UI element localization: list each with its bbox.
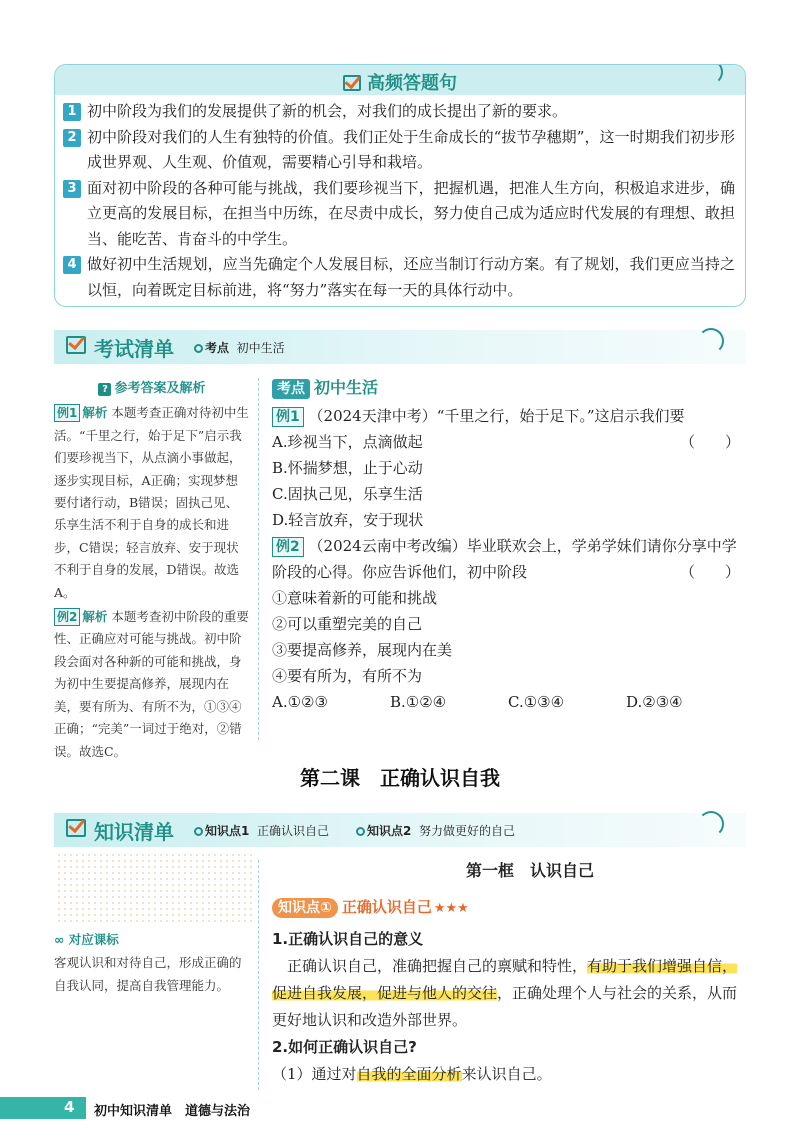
- option: D.②③④: [626, 693, 683, 711]
- page-footer: [0, 1097, 300, 1119]
- subsection-title: 第一框 认识自己: [465, 861, 594, 880]
- exam-point-tag: 考点 初中生活: [194, 339, 285, 356]
- answer-label: 例2: [54, 608, 80, 626]
- knowledge-point-tag-1: 知识点1 正确认识自己: [194, 822, 329, 839]
- exam-list-title: 考试清单: [94, 337, 174, 361]
- checkbox-icon: [66, 819, 86, 837]
- statement-item: ①意味着新的可能和挑战: [272, 589, 438, 607]
- link-icon: ∞: [54, 932, 65, 947]
- option: B.怀揣梦想，止于心动: [272, 459, 423, 477]
- swirl-icon: [698, 811, 724, 837]
- highlight: 有助于我们增强自信，促进自我发展，促进与他人的交往: [272, 957, 738, 1002]
- option: C.固执己见，乐享生活: [272, 485, 423, 503]
- statement-item: ②可以重塑完美的自己: [272, 615, 423, 633]
- key-sentence-item: [63, 125, 735, 176]
- content-heading-2: 2.如何正确认识自己?: [272, 1038, 417, 1056]
- answer-2: 例2 解析 本题考查初中阶段的重要性、正确应对可能与挑战。初中阶段会面对各种新的可能和挑战，身为初中生要提高修养，展现内在美，要有所为、有所不为，①③④正确；“完美”一词过于绝对，②错误。故选C。: [54, 609, 249, 759]
- question-2-options: [272, 689, 742, 715]
- knowledge-point-name: 正确认识自己: [341, 898, 432, 916]
- key-sentence-text: 面对初中阶段的各种可能与挑战，我们要珍视当下，把握机遇，把准人生方向，积极追求进步，确立更高的发展目标，在担当中历练，在尽责中成长，努力使自己成为适应时代发展的有理想、敢担当、能吃苦、肯奋斗的中学生。: [87, 178, 735, 248]
- option: A.珍视当下，点滴做起: [272, 433, 423, 451]
- key-sentence-text: 做好初中生活规划，应当先确定个人发展目标，还应当制订行动方案。有了规划，我们更应当持之以恒，向着既定目标前进，将“努力”落实在每一天的具体行动中。: [87, 255, 735, 299]
- knowledge-list-banner: [54, 813, 746, 847]
- question-label: 例1: [272, 407, 304, 427]
- exam-point-heading: [272, 375, 742, 401]
- number-badge: 1: [63, 103, 81, 121]
- option: D.轻言放弃，安于现状: [272, 511, 424, 529]
- content-paragraph-1: 正确认识自己，准确把握自己的禀赋和特性，有助于我们增强自信，促进自我发展，促进与他人的交往，正确处理个人与社会的关系，从而更好地认识和改造外部世界。: [272, 957, 738, 1029]
- dot-icon: [194, 827, 203, 836]
- checkbox-icon: [66, 336, 86, 354]
- decorative-dots: [56, 852, 256, 922]
- exam-questions: [272, 375, 742, 715]
- checkbox-icon: [343, 75, 361, 91]
- knowledge-point-heading: [272, 896, 469, 918]
- key-sentences-box: [54, 64, 746, 307]
- knowledge-point-tag-2: 知识点2 努力做更好的自己: [356, 822, 515, 839]
- lesson-title: 第二课 正确认识自我: [300, 766, 500, 790]
- knowledge-point-label: 知识点①: [272, 898, 338, 918]
- key-sentences-title: 高频答题句: [55, 69, 745, 95]
- option: C.①③④: [508, 693, 565, 711]
- curriculum-standard-title: ∞ 对应课标: [54, 932, 119, 947]
- number-badge: 2: [63, 129, 81, 147]
- column-divider: [258, 860, 259, 1090]
- book-title: 初中知识清单 道德与法治: [94, 1104, 251, 1119]
- key-sentence-text: 初中阶段为我们的发展提供了新的机会，对我们的成长提出了新的要求。: [87, 102, 568, 120]
- page-number: 4: [64, 1098, 75, 1116]
- curriculum-standard: [54, 928, 250, 997]
- content-paragraph-2: （1）通过对自我的全面分析来认识自己。: [272, 1065, 552, 1083]
- answer-label: 例1: [54, 404, 80, 422]
- statement-item: ④要有所为，有所不为: [272, 667, 423, 685]
- question-label: 例2: [272, 537, 304, 557]
- key-sentence-item: [63, 99, 735, 125]
- number-badge: 4: [63, 256, 81, 274]
- star-rating: ★★★: [433, 901, 469, 916]
- question-1-stem: 例1 （2024天津中考）“千里之行，始于足下。”这启示我们要 （ ）: [272, 403, 742, 429]
- key-sentences-list: [55, 95, 745, 303]
- question-icon: ?: [98, 383, 111, 396]
- answer-1: 例1 解析 本题考查正确对待初中生活。“千里之行，始于足下”启示我们要珍视当下，从点滴小事做起，逐步实现目标，A正确；实现梦想要付诸行动，B错误；固执己见、乐享生活不利于自身的成长和进步，C错误；轻言放弃、安于现状不利于自身的发展，D错误。故选A。: [54, 405, 249, 600]
- dot-icon: [194, 344, 203, 353]
- highlight: 自我的全面分析: [356, 1065, 462, 1083]
- dot-icon: [356, 827, 365, 836]
- exam-point-label: 考点: [272, 379, 310, 399]
- option: B.①②④: [390, 693, 447, 711]
- column-divider: [258, 378, 259, 740]
- exam-point-name: 初中生活: [314, 378, 379, 397]
- question-2-stem: 例2 （2024云南中考改编）毕业联欢会上，学弟学妹们请你分享中学阶段的心得。你应告诉他们，初中阶段 （ ）: [272, 537, 740, 581]
- answer-sidebar-title: ? 参考答案及解析: [54, 378, 250, 400]
- knowledge-list-title: 知识清单: [94, 820, 174, 844]
- exam-list-banner: [54, 330, 746, 364]
- statement-item: ③要提高修养，展现内在美: [272, 641, 453, 659]
- number-badge: 3: [63, 180, 81, 198]
- key-sentence-item: [63, 252, 735, 303]
- content-heading-1: 1.正确认识自己的意义: [272, 930, 424, 948]
- answer-sidebar: [54, 378, 250, 763]
- key-sentences-header: [55, 65, 745, 95]
- curriculum-standard-text: 客观认识和对待自己，形成正确的自我认同，提高自我管理能力。: [54, 955, 242, 993]
- swirl-icon: [698, 328, 724, 354]
- key-sentence-text: 初中阶段对我们的人生有独特的价值。我们正处于生命成长的“拔节孕穗期”，这一时期我们初步形成世界观、人生观、价值观，需要精心引导和栽培。: [87, 127, 735, 171]
- option: A.①②③: [272, 693, 328, 711]
- key-sentence-item: [63, 176, 735, 253]
- knowledge-content: [272, 926, 742, 1088]
